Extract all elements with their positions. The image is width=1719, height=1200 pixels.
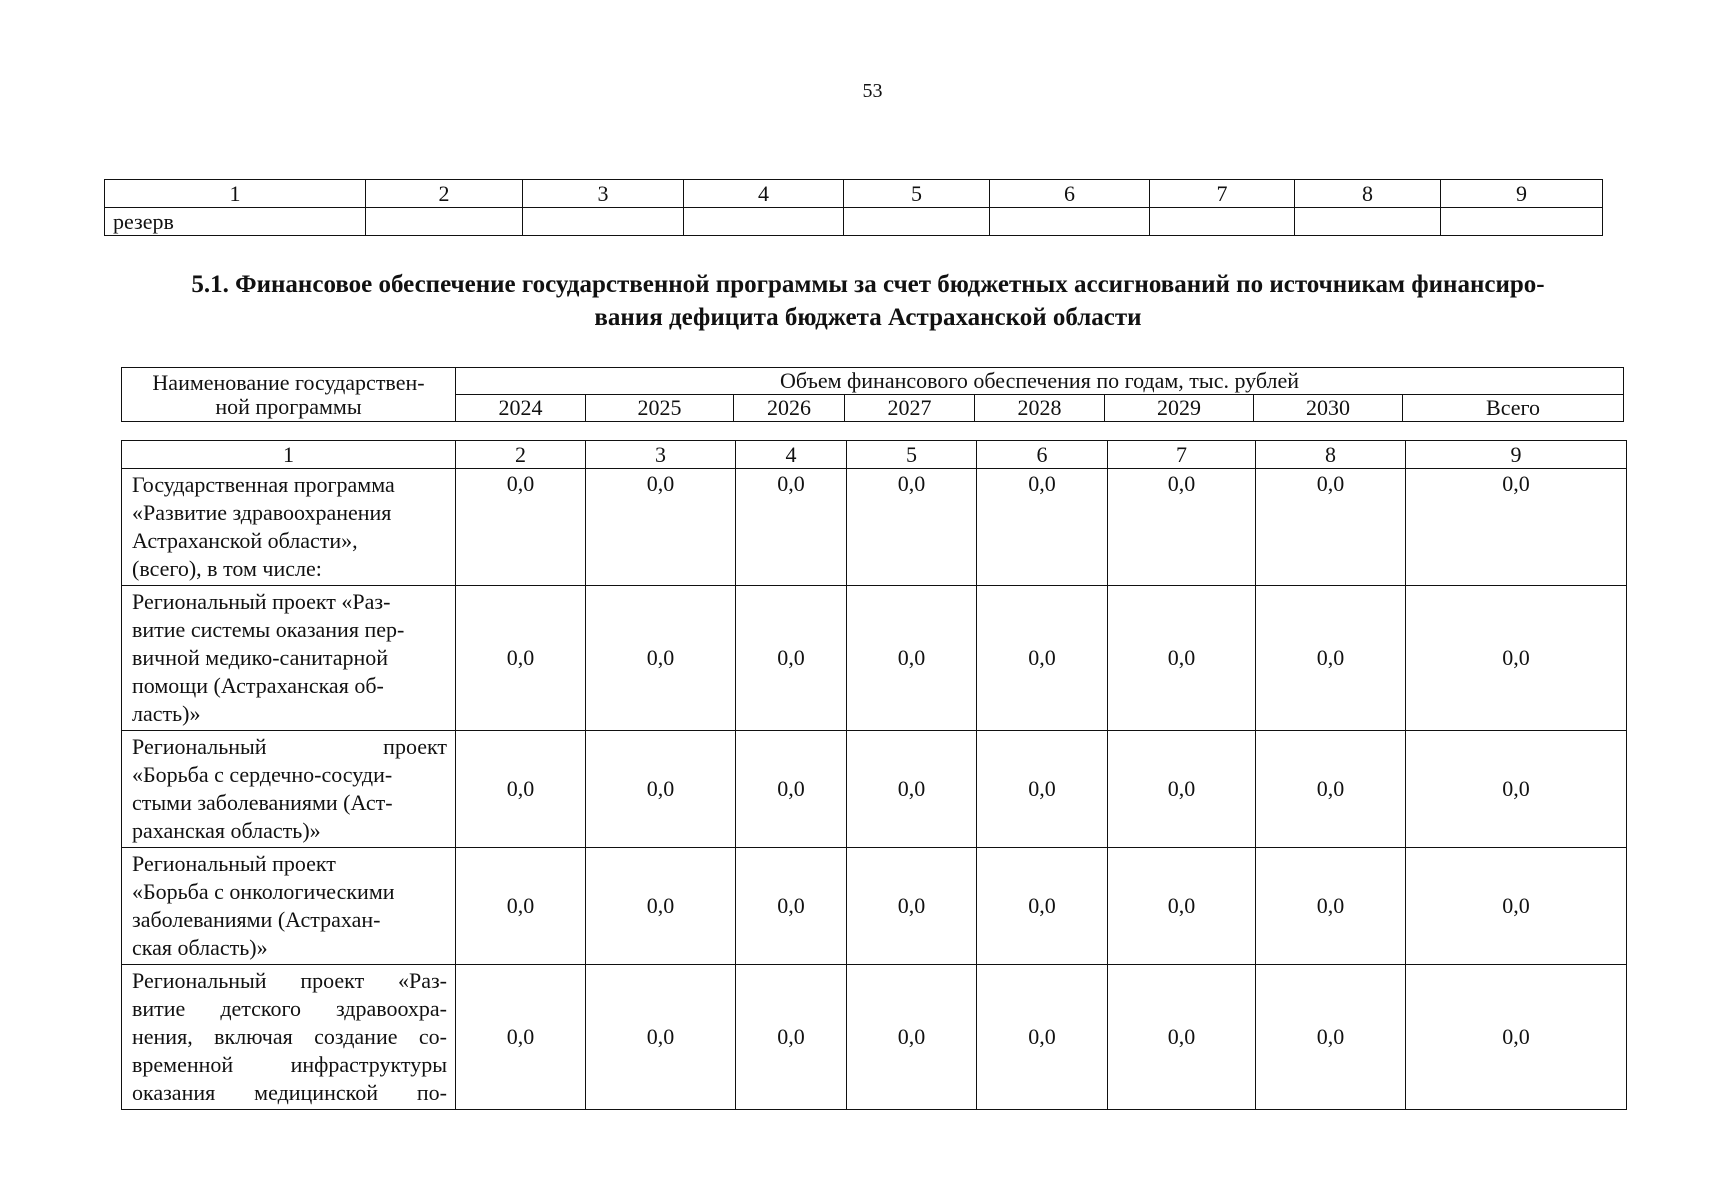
continuation-header-row [105, 180, 1603, 208]
column-number: 7 [1150, 180, 1295, 208]
section-heading [118, 268, 1618, 334]
value-cell: 0,0 [736, 586, 847, 731]
value-cell: 0,0 [1108, 731, 1256, 848]
column-number: 7 [1108, 441, 1256, 469]
project-name [122, 848, 456, 965]
value-cell: 0,0 [736, 731, 847, 848]
year-header: 2027 [845, 395, 975, 422]
column-number: 2 [456, 441, 586, 469]
page-number: 53 [862, 80, 883, 102]
volume-header: Объем финансового обеспечения по годам, тыс. рублей [456, 368, 1624, 395]
header-table [121, 367, 1624, 422]
value-cell: 0,0 [847, 469, 977, 586]
column-number: 1 [122, 441, 456, 469]
column-number: 6 [977, 441, 1108, 469]
column-number: 4 [684, 180, 844, 208]
year-header: 2026 [734, 395, 845, 422]
year-header: 2024 [456, 395, 586, 422]
empty-cell [844, 208, 990, 236]
empty-cell [684, 208, 844, 236]
value-cell: 0,0 [736, 469, 847, 586]
year-header: 2029 [1105, 395, 1254, 422]
value-cell: 0,0 [847, 848, 977, 965]
reserve-row [105, 208, 1603, 236]
total-cell: 0,0 [1406, 469, 1627, 586]
column-number: 5 [844, 180, 990, 208]
value-cell: 0,0 [1256, 965, 1406, 1110]
name-line: временной инфраструктуры [132, 1052, 447, 1077]
total-cell: 0,0 [1406, 731, 1627, 848]
value-cell: 0,0 [977, 586, 1108, 731]
value-cell: 0,0 [586, 469, 736, 586]
name-line: «Борьба с сердечно-сосуди- [132, 762, 393, 787]
name-line: «Борьба с онкологическими [132, 879, 395, 904]
value-cell: 0,0 [456, 965, 586, 1110]
project-name [122, 731, 456, 848]
empty-cell [366, 208, 523, 236]
name-line: ласть)» [132, 701, 201, 726]
value-cell: 0,0 [1108, 848, 1256, 965]
name-line: вичной медико-санитарной [132, 645, 389, 670]
value-cell: 0,0 [1256, 848, 1406, 965]
value-cell: 0,0 [456, 848, 586, 965]
value-cell: 0,0 [586, 586, 736, 731]
year-header: 2025 [586, 395, 734, 422]
financing-table [121, 440, 1627, 1110]
name-line: витие системы оказания пер- [132, 617, 405, 642]
value-cell: 0,0 [586, 848, 736, 965]
value-cell: 0,0 [977, 469, 1108, 586]
name-line: нения, включая создание со- [132, 1024, 447, 1049]
total-cell: 0,0 [1406, 965, 1627, 1110]
name-header-line: ной программы [215, 393, 362, 419]
value-cell: 0,0 [977, 848, 1108, 965]
name-line: раханская область)» [132, 818, 321, 843]
continuation-table [104, 179, 1603, 236]
name-line: ская область)» [132, 935, 268, 960]
name-line: Государственная программа [132, 472, 395, 497]
year-header: 2030 [1254, 395, 1403, 422]
name-line: витие детского здравоохра- [132, 996, 447, 1021]
column-number: 4 [736, 441, 847, 469]
value-cell: 0,0 [586, 965, 736, 1110]
name-line: стыми заболеваниями (Аст- [132, 790, 393, 815]
value-cell: 0,0 [736, 965, 847, 1110]
heading-line: 5.1. Финансовое обеспечение государственной программы за счет бюджетных ассигнований по источникам финансиро- [191, 271, 1545, 298]
name-line: Региональный проект «Раз- [132, 589, 391, 614]
column-number: 2 [366, 180, 523, 208]
value-cell: 0,0 [586, 731, 736, 848]
value-cell: 0,0 [977, 965, 1108, 1110]
name-line: Региональный проект [132, 734, 447, 759]
value-cell: 0,0 [977, 731, 1108, 848]
name-line: Астраханской области», [132, 528, 358, 553]
value-cell: 0,0 [456, 469, 586, 586]
value-cell: 0,0 [1108, 469, 1256, 586]
column-number: 8 [1295, 180, 1441, 208]
header-row-1 [122, 368, 1624, 395]
total-cell: 0,0 [1406, 848, 1627, 965]
empty-cell [1150, 208, 1295, 236]
empty-cell [1441, 208, 1603, 236]
name-line: оказания медицинской по- [132, 1080, 447, 1105]
total-header: Всего [1403, 395, 1624, 422]
column-number: 5 [847, 441, 977, 469]
column-numbers-row [122, 441, 1627, 469]
reserve-label: резерв [105, 208, 366, 236]
project-name [122, 586, 456, 731]
value-cell: 0,0 [1108, 965, 1256, 1110]
value-cell: 0,0 [1256, 469, 1406, 586]
table-row [122, 965, 1627, 1110]
column-number: 6 [990, 180, 1150, 208]
name-line: помощи (Астраханская об- [132, 673, 384, 698]
name-line: Региональный проект «Раз- [132, 968, 447, 993]
value-cell: 0,0 [1108, 586, 1256, 731]
value-cell: 0,0 [1256, 731, 1406, 848]
year-header: 2028 [975, 395, 1105, 422]
column-number: 9 [1406, 441, 1627, 469]
column-number: 8 [1256, 441, 1406, 469]
table-row [122, 586, 1627, 731]
value-cell: 0,0 [1256, 586, 1406, 731]
program-name [122, 469, 456, 586]
value-cell: 0,0 [847, 965, 977, 1110]
column-number: 9 [1441, 180, 1603, 208]
name-header-line: Наименование государствен- [152, 369, 425, 395]
table-row [122, 469, 1627, 586]
empty-cell [1295, 208, 1441, 236]
table-row [122, 848, 1627, 965]
total-cell: 0,0 [1406, 586, 1627, 731]
column-number: 1 [105, 180, 366, 208]
name-header [122, 368, 456, 422]
value-cell: 0,0 [847, 586, 977, 731]
column-number: 3 [523, 180, 684, 208]
column-number: 3 [586, 441, 736, 469]
name-line: (всего), в том числе: [132, 556, 322, 581]
value-cell: 0,0 [736, 848, 847, 965]
name-line: «Развитие здравоохранения [132, 500, 392, 525]
empty-cell [990, 208, 1150, 236]
value-cell: 0,0 [456, 586, 586, 731]
empty-cell [523, 208, 684, 236]
table-row [122, 731, 1627, 848]
name-line: Региональный проект [132, 851, 336, 876]
value-cell: 0,0 [847, 731, 977, 848]
heading-line: вания дефицита бюджета Астраханской области [594, 304, 1142, 331]
name-line: заболеваниями (Астрахан- [132, 907, 381, 932]
value-cell: 0,0 [456, 731, 586, 848]
project-name [122, 965, 456, 1110]
